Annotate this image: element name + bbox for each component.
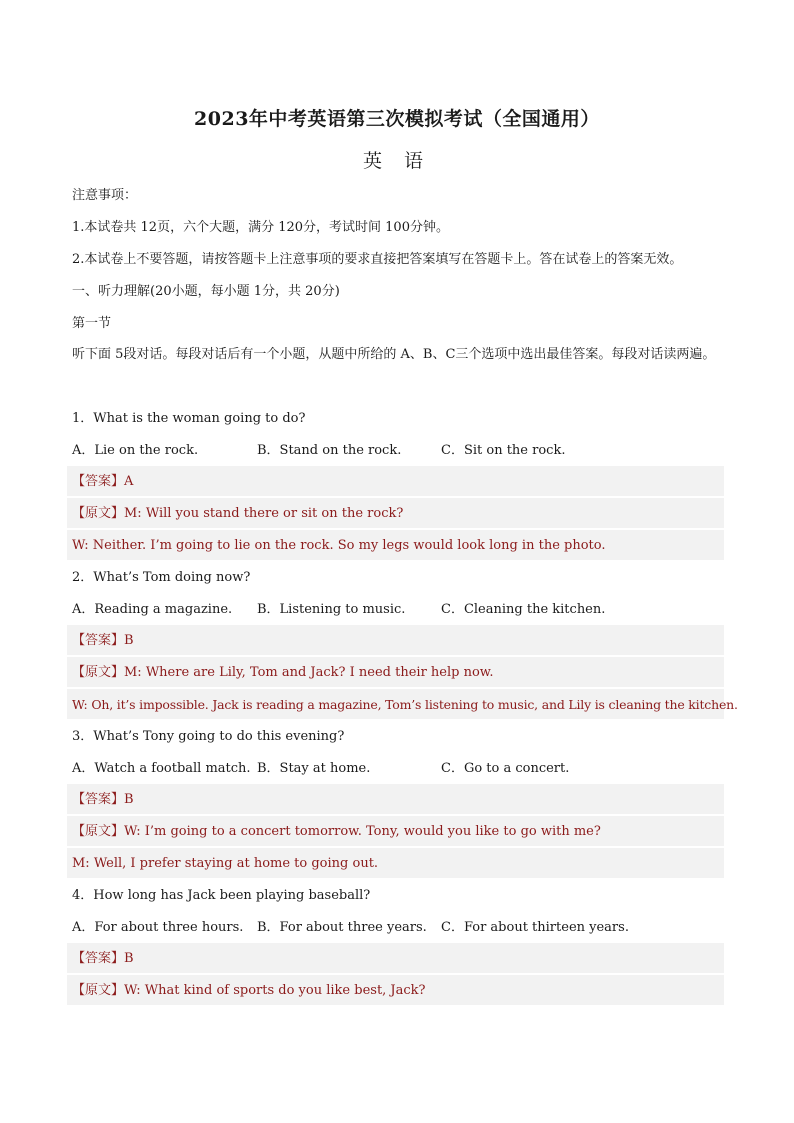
question-2-option-b: B．Listening to music. <box>257 602 406 617</box>
question-4-option-b: B．For about three years. <box>257 920 427 935</box>
section-heading: 一、听力理解(20小题，每小题 1分，共 20分) <box>72 284 340 299</box>
exam-subject: 英 语 <box>362 150 432 172</box>
exam-title: 2023年中考英语第三次模拟考试（全国通用） <box>194 108 600 130</box>
question-4-answer: 【答案】B <box>72 951 134 966</box>
answer-shade <box>67 466 724 496</box>
question-1-option-c: C．Sit on the rock. <box>441 443 566 458</box>
question-1-stem: 1．What is the woman going to do? <box>72 411 306 426</box>
section-part: 第一节 <box>72 316 112 331</box>
question-3-option-a: A．Watch a football match. <box>72 761 251 776</box>
answer-shade <box>67 625 724 655</box>
question-3-answer: 【答案】B <box>72 792 134 807</box>
question-4-stem: 4．How long has Jack been playing baseball? <box>72 888 371 903</box>
question-3-option-b: B．Stay at home. <box>257 761 371 776</box>
answer-shade <box>67 784 724 814</box>
question-2-option-a: A．Reading a magazine. <box>72 602 233 617</box>
question-3-script-1: 【原文】W: I’m going to a concert tomorrow. Tony, would you like to go with me? <box>72 824 601 839</box>
question-1-script-2: W: Neither. I’m going to lie on the rock. So my legs would look long in the photo. <box>72 538 606 553</box>
question-4-option-a: A．For about three hours. <box>72 920 244 935</box>
question-4-script-1: 【原文】W: What kind of sports do you like best, Jack? <box>72 983 426 998</box>
question-3-stem: 3．What’s Tony going to do this evening? <box>72 729 345 744</box>
question-3-option-c: C．Go to a concert. <box>441 761 570 776</box>
question-2-option-c: C．Cleaning the kitchen. <box>441 602 606 617</box>
question-1-option-a: A．Lie on the rock. <box>72 443 199 458</box>
question-2-stem: 2．What’s Tom doing now? <box>72 570 251 585</box>
question-4-option-c: C．For about thirteen years. <box>441 920 629 935</box>
section-instructions: 听下面 5段对话。每段对话后有一个小题，从题中所给的 A、B、C三个选项中选出最佳答案。每段对话读两遍。 <box>72 347 716 362</box>
question-2-script-1: 【原文】M: Where are Lily, Tom and Jack? I need their help now. <box>72 665 494 680</box>
question-1-option-b: B．Stand on the rock. <box>257 443 402 458</box>
question-2-script-2: W: Oh, it’s impossible. Jack is reading a magazine, Tom’s listening to music, and Lily is cleaning the kitchen. <box>72 697 738 712</box>
question-1-script-1: 【原文】M: Will you stand there or sit on the rock? <box>72 506 404 521</box>
question-2-answer: 【答案】B <box>72 633 134 648</box>
question-1-answer: 【答案】A <box>72 474 134 489</box>
answer-shade <box>67 943 724 973</box>
notice-item-2: 2.本试卷上不要答题，请按答题卡上注意事项的要求直接把答案填写在答题卡上。答在试卷上的答案无效。 <box>72 252 683 267</box>
question-3-script-2: M: Well, I prefer staying at home to going out. <box>72 856 379 871</box>
notice-item-1: 1.本试卷共 12页，六个大题，满分 120分，考试时间 100分钟。 <box>72 220 449 235</box>
notice-heading: 注意事项： <box>72 188 138 203</box>
